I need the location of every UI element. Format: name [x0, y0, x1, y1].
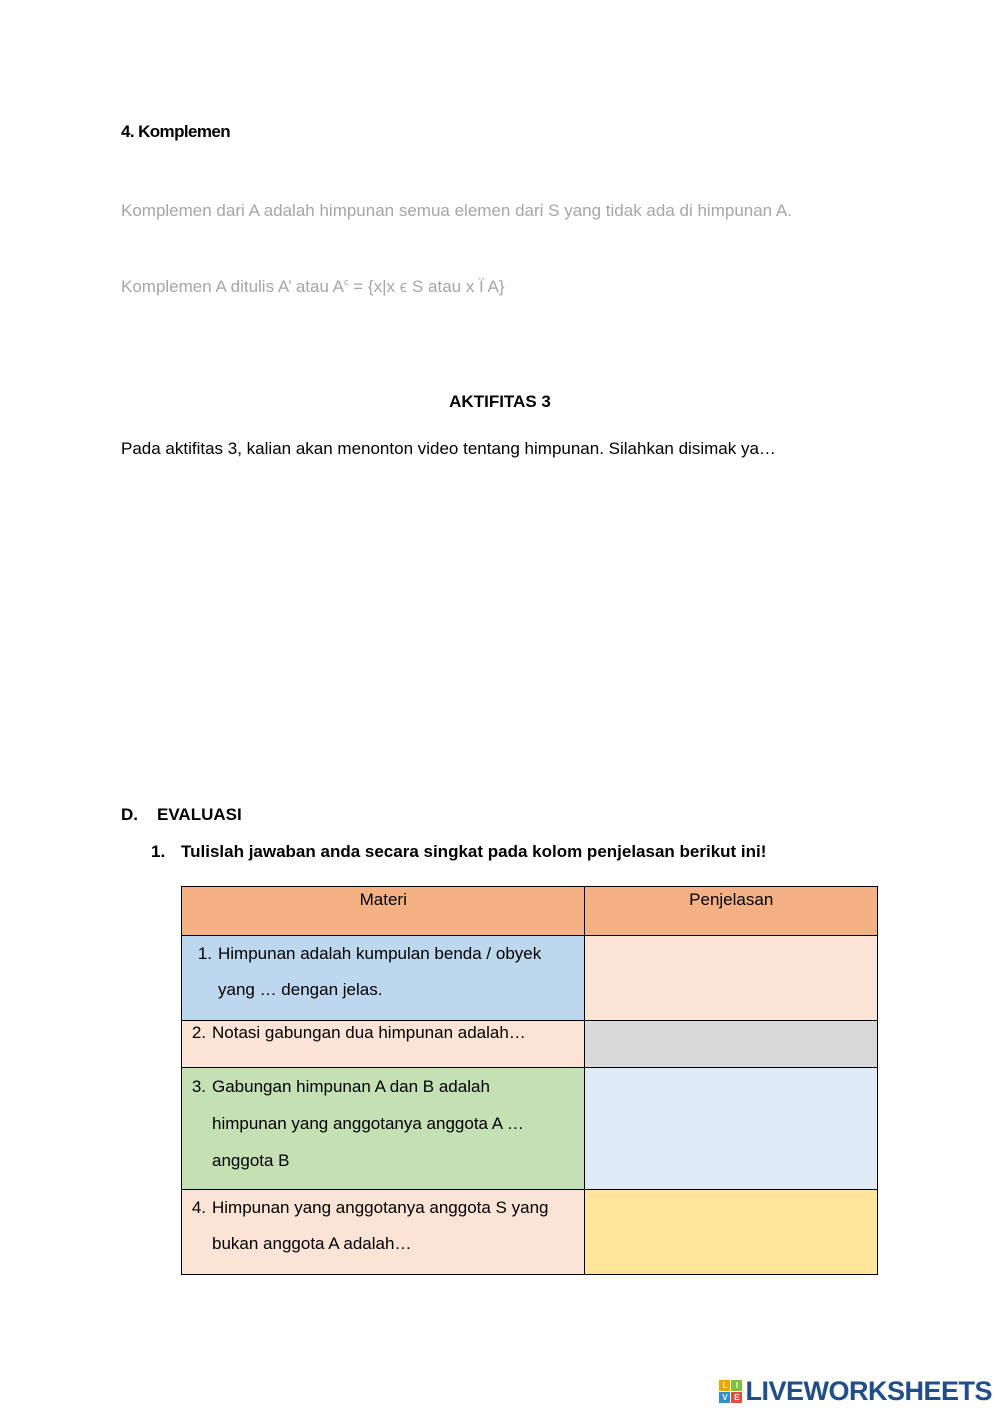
complement-notation [121, 277, 505, 297]
header-penjelasan: Penjelasan [585, 887, 878, 936]
liveworksheets-icon [719, 1380, 742, 1403]
answer-cell[interactable] [585, 1190, 878, 1275]
table-row [182, 1021, 878, 1068]
notation-superscript: c [344, 277, 349, 287]
evaluation-table [181, 886, 878, 1275]
answer-cell[interactable] [585, 936, 878, 1021]
liveworksheets-wordmark: LIVEWORKSHEETS [745, 1376, 992, 1406]
row-text: Himpunan adalah kumpulan benda / obyek yang … dengan jelas. [218, 944, 542, 999]
notation-prefix: Komplemen A ditulis A’ atau A [121, 277, 345, 296]
materi-cell [182, 1190, 585, 1275]
logo-tile: L [719, 1380, 730, 1391]
row-text: Himpunan yang anggotanya anggota S yang bukan anggota A adalah… [212, 1198, 549, 1253]
table-row [182, 1190, 878, 1275]
logo-tile: I [731, 1380, 742, 1391]
activity-intro: Pada aktifitas 3, kalian akan menonton video tentang himpunan. Silahkan disimak ya… [121, 439, 776, 458]
complement-definition: Komplemen dari A adalah himpunan semua elemen dari S yang tidak ada di himpunan A. [121, 201, 792, 220]
materi-cell [182, 936, 585, 1021]
row-text: Notasi gabungan dua himpunan adalah… [212, 1023, 526, 1042]
materi-cell [182, 1021, 585, 1068]
question-text: Tulislah jawaban anda secara singkat pada kolom penjelasan berikut ini! [181, 842, 767, 861]
table-row [182, 936, 878, 1021]
table-header-row [182, 887, 878, 936]
activity-heading: AKTIFITAS 3 [449, 392, 551, 411]
evaluation-letter: D. [121, 805, 138, 824]
header-materi: Materi [182, 887, 585, 936]
evaluation-title: EVALUASI [157, 805, 242, 824]
logo-tile: V [719, 1392, 730, 1403]
row-number: 4. [191, 1198, 206, 1217]
notation-suffix: = {x|x ϵ S atau x Ï A} [348, 277, 505, 296]
table-row [182, 1068, 878, 1190]
liveworksheets-logo [719, 1376, 992, 1407]
section-title: 4. Komplemen [121, 122, 230, 141]
row-number: 3. [191, 1077, 206, 1096]
row-text: Gabungan himpunan A dan B adalah himpunan yang anggotanya anggota A … anggota B [212, 1077, 524, 1170]
row-number: 2. [191, 1023, 206, 1042]
answer-cell[interactable] [585, 1068, 878, 1190]
row-number: 1. [197, 944, 212, 963]
materi-cell [182, 1068, 585, 1190]
question-number: 1. [151, 842, 166, 861]
logo-tile: E [731, 1392, 742, 1403]
answer-cell[interactable] [585, 1021, 878, 1068]
